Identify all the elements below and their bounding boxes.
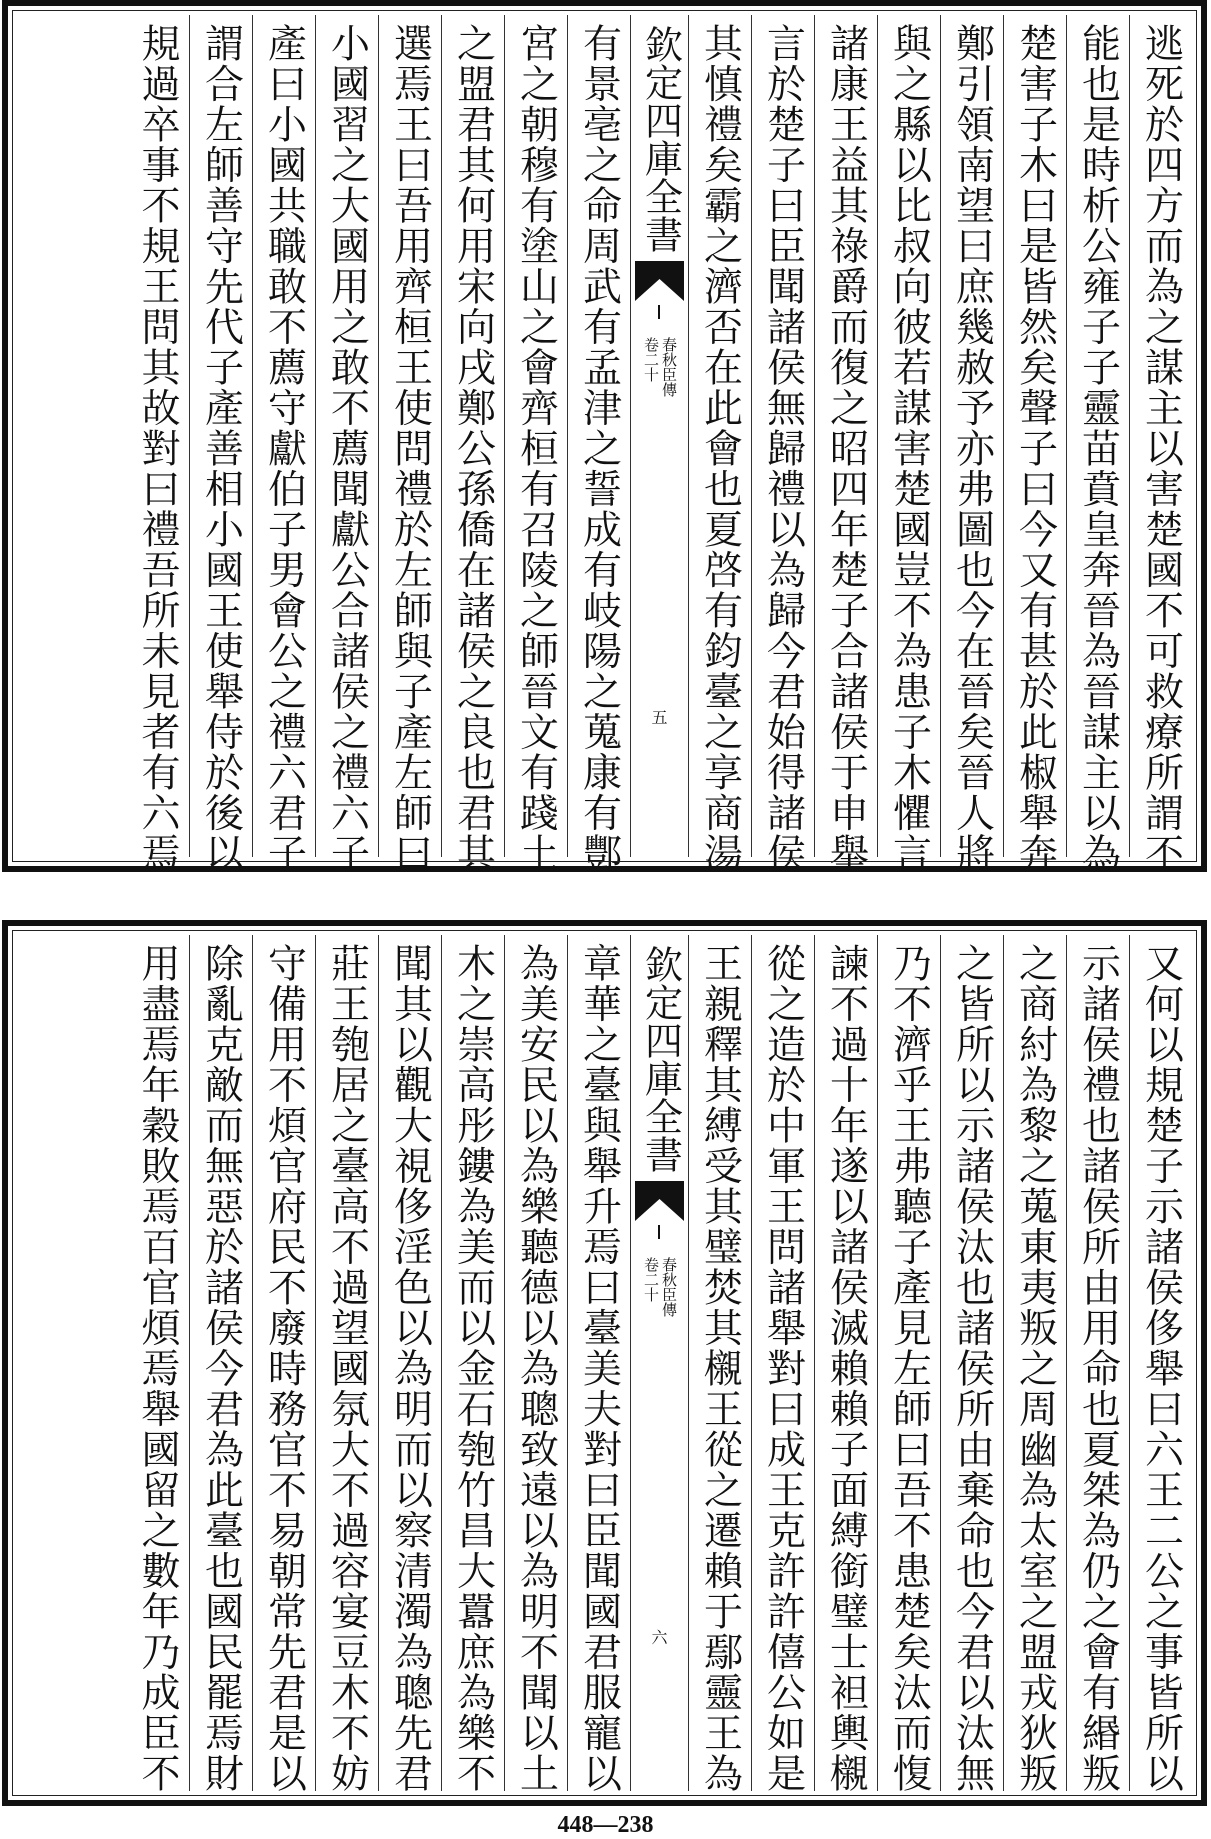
text-column	[1066, 15, 1129, 874]
center-meta	[631, 337, 688, 397]
center-fold-column	[630, 935, 688, 1791]
column-text: 守備用不煩官府民不廢時務官不易朝常先君是以	[261, 943, 307, 1794]
column-text: 聞其以觀大視侈淫色以為明而以察清濁為聰先君	[387, 943, 433, 1794]
text-column	[1003, 935, 1066, 1794]
column-text: 王親釋其縛受其璧焚其櫬王從之遷賴于鄢靈王為	[697, 943, 743, 1794]
fishtail-stem	[658, 1225, 660, 1239]
column-text: 又何以規楚子示諸侯侈舉曰六王二公之事皆所以	[1138, 943, 1184, 1794]
text-column	[126, 15, 189, 874]
text-column	[940, 15, 1003, 874]
text-column	[751, 935, 814, 1794]
text-column	[441, 935, 504, 1794]
text-column	[688, 935, 751, 1794]
text-column	[189, 15, 252, 874]
column-text: 小國習之大國用之敢不薦聞獻公合諸侯之禮六子	[324, 23, 370, 874]
fishtail-mark	[635, 1181, 684, 1221]
column-text: 莊王匏居之臺高不過望國氛大不過容宴豆木不妨	[324, 943, 370, 1794]
column-text: 諫不過十年遂以諸侯滅賴賴子面縛銜璧士袒輿櫬	[823, 943, 869, 1794]
column-text: 除亂克敵而無惡於諸侯今君為此臺也國民罷焉財	[198, 943, 244, 1794]
text-column	[126, 935, 189, 1794]
column-text: 從之造於中軍王問諸舉對曰成王克許許僖公如是	[760, 943, 806, 1794]
center-meta	[631, 1257, 688, 1317]
center-fold-column	[630, 15, 688, 857]
text-column	[567, 935, 630, 1794]
text-column	[315, 15, 378, 874]
text-column	[940, 935, 1003, 1794]
column-text: 鄭引領南望曰庶幾赦予亦弗圖也今在晉矣晉人將	[949, 23, 995, 874]
column-text: 逃死於四方而為之謀主以害楚國不可救療所謂不	[1138, 23, 1184, 874]
text-column	[567, 15, 630, 874]
page-bottom	[2, 920, 1207, 1806]
column-text: 言於楚子曰臣聞諸侯無歸禮以為歸今君始得諸侯	[760, 23, 806, 874]
book-title: 欽定四庫全書	[638, 945, 683, 1173]
text-column	[1129, 935, 1192, 1794]
text-column	[1129, 15, 1192, 874]
column-text: 謂合左師善守先代子產善相小國王使舉侍於後以	[198, 23, 244, 874]
text-column	[378, 15, 441, 874]
text-column	[877, 15, 940, 874]
text-column	[252, 15, 315, 874]
column-text: 其慎禮矣霸之濟否在此會也夏啓有鈞臺之享商湯	[697, 23, 743, 874]
column-text: 產曰小國共職敢不薦守獻伯子男會公之禮六君子	[261, 23, 307, 874]
chapter-label: 卷二十	[642, 1257, 660, 1302]
column-text: 有景亳之命周武有孟津之誓成有岐陽之蒐康有酆	[576, 23, 622, 874]
column-text: 選焉王曰吾用齊桓王使問禮於左師與子產左師曰	[387, 23, 433, 874]
text-column	[441, 15, 504, 874]
column-text: 乃不濟乎王弗聽子產見左師曰吾不患楚矣汰而愎	[886, 943, 932, 1794]
column-text: 諸康王益其祿爵而復之昭四年楚子合諸侯于申舉	[823, 23, 869, 874]
column-text: 木之崇高彤鏤為美而以金石匏竹昌大囂庶為樂不	[450, 943, 496, 1794]
fishtail-stem	[658, 305, 660, 319]
text-column	[1066, 935, 1129, 1794]
leaf-number: 六	[651, 1628, 668, 1647]
chapter-label: 卷二十	[642, 337, 660, 382]
column-text: 楚害子木曰是皆然矣聲子曰今又有甚於此椒舉奔	[1012, 23, 1058, 874]
text-column	[504, 935, 567, 1794]
volume-title: 春秋臣傳	[660, 337, 678, 397]
page-top	[2, 0, 1207, 872]
book-title: 欽定四庫全書	[638, 25, 683, 253]
text-column	[378, 935, 441, 1794]
text-column	[189, 935, 252, 1794]
column-text: 章華之臺與舉升焉曰臺美夫對曰臣聞國君服寵以	[576, 943, 622, 1794]
fishtail-mark	[635, 261, 684, 301]
text-column	[814, 15, 877, 874]
column-text: 示諸侯禮也諸侯所由用命也夏桀為仍之會有緡叛	[1075, 943, 1121, 1794]
volume-title: 春秋臣傳	[660, 1257, 678, 1317]
column-text: 之商紂為黎之蒐東夷叛之周幽為太室之盟戎狄叛	[1012, 943, 1058, 1794]
column-text: 之盟君其何用宋向戌鄭公孫僑在諸侯之良也君其	[450, 23, 496, 874]
text-column	[877, 935, 940, 1794]
text-column	[315, 935, 378, 1794]
column-text: 之皆所以示諸侯汰也諸侯所由棄命也今君以汰無	[949, 943, 995, 1794]
column-text: 為美安民以為樂聽德以為聰致遠以為明不聞以土	[513, 943, 559, 1794]
column-text: 與之縣以比叔向彼若謀害楚國豈不為患子木懼言	[886, 23, 932, 874]
column-text: 能也是時析公雍子子靈苗賁皇奔晉為晉謀主以為	[1075, 23, 1121, 874]
leaf-number: 五	[651, 708, 668, 727]
text-column	[504, 15, 567, 874]
text-column	[688, 15, 751, 874]
page-footer-number: 448—238	[557, 1812, 654, 1838]
text-column	[814, 935, 877, 1794]
text-column	[751, 15, 814, 874]
column-text: 規過卒事不規王問其故對曰禮吾所未見者有六焉	[135, 23, 180, 874]
text-column	[1003, 15, 1066, 874]
column-text: 宮之朝穆有塗山之會齊桓有召陵之師晉文有踐土	[513, 23, 559, 874]
text-column	[252, 935, 315, 1794]
column-text: 用盡焉年穀敗焉百官煩焉舉國留之數年乃成臣不	[135, 943, 180, 1794]
